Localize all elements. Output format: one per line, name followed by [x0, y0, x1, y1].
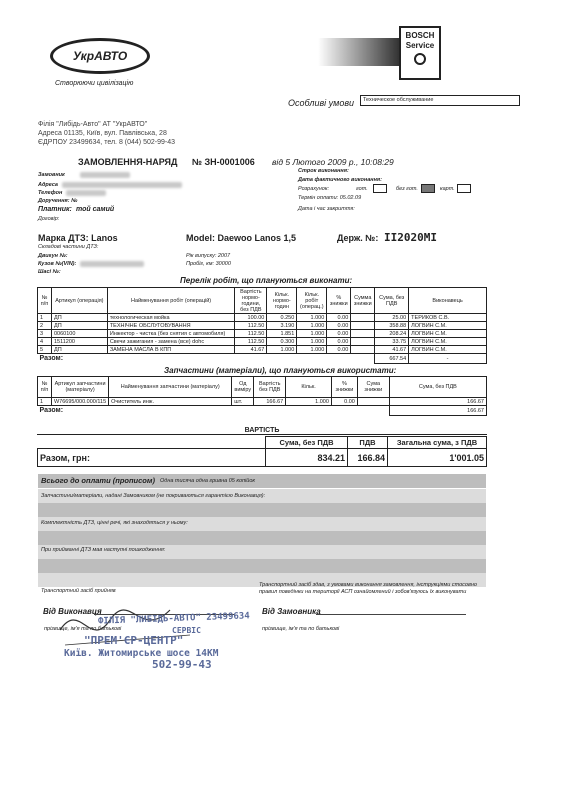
works-cell: 1.851	[267, 330, 297, 338]
car-model: Model: Daewoo Lanos 1,5	[186, 233, 297, 243]
works-cell: 41.67	[375, 346, 409, 354]
order-date: від 5 Лютого 2009 р., 10:08:29	[272, 157, 394, 167]
parts-col-name: Найменування запчастини (матеріалу)	[109, 377, 232, 398]
card-label: карт.	[440, 186, 455, 192]
works-cell: 4	[38, 338, 52, 346]
cost-col-net: Сума, без ПДВ	[266, 437, 348, 449]
cost-col-total: Загальна сума, з ПДВ	[388, 437, 487, 449]
works-cell: 208.24	[375, 330, 409, 338]
works-cell: 1.000	[297, 322, 327, 330]
stamp-line-4: Київ. Житомирське шосе 14КМ	[64, 648, 219, 659]
stripe-5	[38, 531, 486, 545]
noncash-checkbox[interactable]	[421, 184, 435, 193]
works-row	[38, 346, 487, 354]
works-cell: Свечи зажигания - замена (все) dohc	[107, 338, 235, 346]
works-cell: 0.250	[267, 314, 297, 322]
address-redacted	[62, 182, 182, 188]
cost-col-vat: ПДВ	[348, 437, 388, 449]
works-cell: 112.50	[235, 330, 267, 338]
company-info	[38, 120, 175, 147]
customer-redacted	[80, 172, 130, 178]
works-col-no: № п/п	[38, 288, 52, 314]
parts-col-price: Вартість без ПДВ	[254, 377, 286, 398]
works-col-discount-sum: Сумма знижки	[351, 288, 375, 314]
body-label: Кузов №(VIN):	[38, 261, 77, 267]
works-cell: 5	[38, 346, 52, 354]
special-conditions-label: Особливі умови	[288, 98, 355, 108]
car-parts-label: Складові частини ДТЗ:	[38, 244, 99, 250]
payer-value: той самий	[76, 206, 115, 213]
works-cell: ДП	[51, 314, 107, 322]
right-caption: Транспортний засіб здав, з умовами виконання замовлення, інструкціями стосовно правил поведінки на території АСП ознайомлений і зобов'язуюсь їх виконувати	[259, 582, 477, 595]
works-cell: ЛОГВИН С.М.	[409, 346, 487, 354]
works-cell: 1	[38, 314, 52, 322]
works-col-sum: Сума, без ПДВ	[375, 288, 409, 314]
cost-title: ВАРТІСТЬ	[37, 427, 487, 435]
parts-total-label: Разом:	[38, 406, 390, 416]
actual-date-label: Дата фактичного виконання:	[298, 177, 382, 183]
logo-tagline: Створюючи цивілізацію	[55, 80, 134, 87]
works-cell: 112.50	[235, 322, 267, 330]
works-total-label: Разом:	[38, 354, 375, 364]
car-reg-number: II2020MI	[384, 231, 437, 244]
note-completeness: Комплектність ДТЗ, цінні речі, які знаходяться у ньому:	[41, 520, 188, 526]
cost-net-value: 834.21	[266, 449, 348, 467]
parts-cell: 166.67	[389, 398, 486, 406]
works-cell: ЛОГВИН С.М.	[409, 322, 487, 330]
works-row	[38, 330, 487, 338]
cost-total-value: 1'001.05	[388, 449, 487, 467]
works-cell: ТЕРИКОВ С.В.	[409, 314, 487, 322]
stripe-7	[38, 559, 486, 573]
company-name: Філія "Либідь-Авто" АТ "УкрАВТО"	[38, 121, 148, 128]
works-cell: 0.00	[327, 322, 351, 330]
works-cell: 0.300	[267, 338, 297, 346]
works-cell: 41.67	[235, 346, 267, 354]
parts-cell: 0.00	[331, 398, 357, 406]
works-cell	[351, 346, 375, 354]
executor-name-caption: прізвище, ім'я та по батькові	[44, 626, 122, 632]
stamp-line-3: "ПРЕМ'ЄР-ЦЕНТР"	[84, 634, 184, 647]
closed-label: Дата і час закриття:	[298, 206, 355, 212]
client-signature-line	[316, 614, 466, 615]
parts-col-unit: Од виміру	[232, 377, 254, 398]
works-col-executor: Виконавець	[409, 288, 487, 314]
cash-checkbox[interactable]	[373, 184, 387, 193]
works-cell: 112.50	[235, 338, 267, 346]
works-cell	[351, 330, 375, 338]
parts-col-qty: Кільк.	[286, 377, 332, 398]
works-cell: ДП	[51, 322, 107, 330]
engine-label: Двигун №:	[38, 253, 68, 259]
stamp-line-1: ФІЛІЯ "ЛИБІДЬ-АВТО" 23499634	[97, 611, 250, 627]
parts-total-row	[38, 406, 487, 416]
works-cell: 25.00	[375, 314, 409, 322]
words-value: Одна тисяча одна гривна 05 копійок	[160, 478, 255, 484]
noncash-label: без гот.	[396, 186, 418, 192]
works-cell: 3	[38, 330, 52, 338]
parts-cell	[357, 398, 389, 406]
parts-table	[37, 376, 487, 416]
special-conditions-value: Техническое обслуживание	[360, 95, 520, 106]
works-col-hours: Кільк. нормо-годин	[267, 288, 297, 314]
client-label: Від Замовника	[262, 607, 321, 616]
car-reg-label: Держ. №:	[337, 233, 379, 243]
works-total-value: 667.54	[375, 354, 409, 364]
works-cell: 0.00	[327, 314, 351, 322]
works-cell: 1511200	[51, 338, 107, 346]
bosch-gear-icon	[414, 53, 426, 65]
bosch-stripe	[318, 38, 399, 66]
parts-header-row	[38, 377, 487, 398]
parts-col-discount: % знижки	[331, 377, 357, 398]
payer-label: Платник:	[38, 206, 72, 213]
works-cell: Инжектор - чистка (без снятия с автомобиля)	[107, 330, 235, 338]
bosch-service: Service	[405, 41, 435, 50]
pay-term: Термін оплати: 05.02.09	[298, 195, 362, 201]
works-col-qty: Кільк. робіт (операц.)	[297, 288, 327, 314]
works-cell: 100.00	[235, 314, 267, 322]
works-cell: ТЕХНІЧНЕ ОБСЛУГОВУВАННЯ	[107, 322, 235, 330]
stamp-line-2: СЕРВІС	[172, 626, 201, 635]
car-year: Рік випуску: 2007	[186, 253, 231, 259]
parts-cell: шт.	[232, 398, 254, 406]
words-label: Всього до оплати (прописом)	[41, 476, 155, 485]
works-cell: 33.75	[375, 338, 409, 346]
executor-label: Від Виконавця	[43, 607, 102, 616]
client-name-caption: прізвище, ім'я та по батькові	[262, 626, 340, 632]
works-cell: 0.00	[327, 338, 351, 346]
works-cell: 1.000	[297, 346, 327, 354]
parts-cell: 166.67	[254, 398, 286, 406]
bosch-service-logo	[399, 26, 441, 80]
cost-total-label: Разом, грн:	[38, 449, 266, 467]
works-total-dash: -	[409, 354, 487, 364]
works-cell: ЛОГВИН С.М.	[409, 330, 487, 338]
parts-col-article: Артикул запчастини (матеріалу)	[51, 377, 108, 398]
works-cell: 0.00	[327, 346, 351, 354]
works-cell: 0060100	[51, 330, 107, 338]
parts-cell: 1	[38, 398, 52, 406]
bosch-brand: BOSCH	[405, 31, 435, 40]
order-number: № ЗН-0001006	[192, 157, 255, 167]
works-cell	[351, 314, 375, 322]
works-cell	[351, 322, 375, 330]
phone-redacted	[66, 190, 106, 196]
works-cell	[351, 338, 375, 346]
works-cell: технологическая мойка	[107, 314, 235, 322]
vin-redacted	[80, 261, 144, 267]
logo-text: УкрАВТО	[72, 49, 128, 63]
works-col-article: Артикул (операція)	[51, 288, 107, 314]
stripe-3	[38, 503, 486, 517]
cash-label: гот.	[356, 186, 368, 192]
calc-label: Розрахунок:	[298, 186, 329, 192]
works-header-row	[38, 288, 487, 314]
due-label: Строк виконання:	[298, 168, 349, 174]
chassis-label: Шасі №:	[38, 269, 61, 275]
phone-label: Телефон	[38, 190, 63, 196]
car-mileage: Пробіг, км: 30000	[186, 261, 231, 267]
note-damages: При прийманні ДТЗ мав наступні пошкодження:	[41, 547, 166, 553]
works-cell: 1.000	[297, 330, 327, 338]
parts-cell: Очиститель инж.	[109, 398, 232, 406]
parts-total-value: 166.67	[389, 406, 486, 416]
assignment-label: Доручення: №	[38, 198, 78, 204]
works-row	[38, 322, 487, 330]
stamp-line-5: 502-99-43	[152, 658, 212, 671]
works-cell: 358.88	[375, 322, 409, 330]
cost-vat-value: 166.84	[348, 449, 388, 467]
works-cell: 1.000	[297, 314, 327, 322]
works-cell: 1.000	[297, 338, 327, 346]
parts-col-no: № п/п	[38, 377, 52, 398]
works-row	[38, 314, 487, 322]
works-col-discount: % знижки	[327, 288, 351, 314]
works-title: Перелік робіт, що плануються виконати:	[180, 276, 353, 285]
left-caption: Транспортний засіб прийняв	[41, 588, 116, 594]
parts-col-discount-sum: Сума знижки	[357, 377, 389, 398]
works-cell: ЗАМЕНА МАСЛА В КПП	[107, 346, 235, 354]
works-cell: 3.190	[267, 322, 297, 330]
parts-col-sum: Сума, без ПДВ	[389, 377, 486, 398]
works-cell: 1.000	[267, 346, 297, 354]
parts-row	[38, 398, 487, 406]
address-label: Адреса	[38, 182, 58, 188]
parts-cell: 1.000	[286, 398, 332, 406]
cost-value-row	[38, 449, 487, 467]
card-checkbox[interactable]	[457, 184, 471, 193]
works-row	[38, 338, 487, 346]
works-cell: 0.00	[327, 330, 351, 338]
works-cell: ДП	[51, 346, 107, 354]
works-cell: 2	[38, 322, 52, 330]
customer-label: Замовник	[38, 172, 65, 178]
works-cell: ЛОГВИН С.М.	[409, 338, 487, 346]
works-col-rate: Вартість нормо-години, без ПДВ	[235, 288, 267, 314]
works-total-row	[38, 354, 487, 364]
company-address: Адреса 01135, Київ, вул. Павлівська, 28	[38, 130, 167, 137]
cost-table	[37, 436, 487, 467]
contract-label: Договір:	[38, 216, 60, 222]
ukravto-logo	[50, 38, 150, 74]
order-title: ЗАМОВЛЕННЯ-НАРЯД	[78, 157, 178, 167]
works-table	[37, 287, 487, 364]
parts-title: Запчастини (матеріали), що плануються використати:	[164, 366, 397, 375]
company-code: ЄДРПОУ 23499634, тел. 8 (044) 502-99-43	[38, 139, 175, 146]
works-col-name: Найменування робіт (операцій)	[107, 288, 235, 314]
car-brand: Марка ДТЗ: Lanos	[38, 233, 118, 243]
note-client-parts: Запчастини/матеріали, надані Замовником (не покриваються гарантією Виконавця):	[41, 493, 266, 499]
cost-header-row	[38, 437, 487, 449]
parts-cell: W76695/000.000/115	[51, 398, 108, 406]
